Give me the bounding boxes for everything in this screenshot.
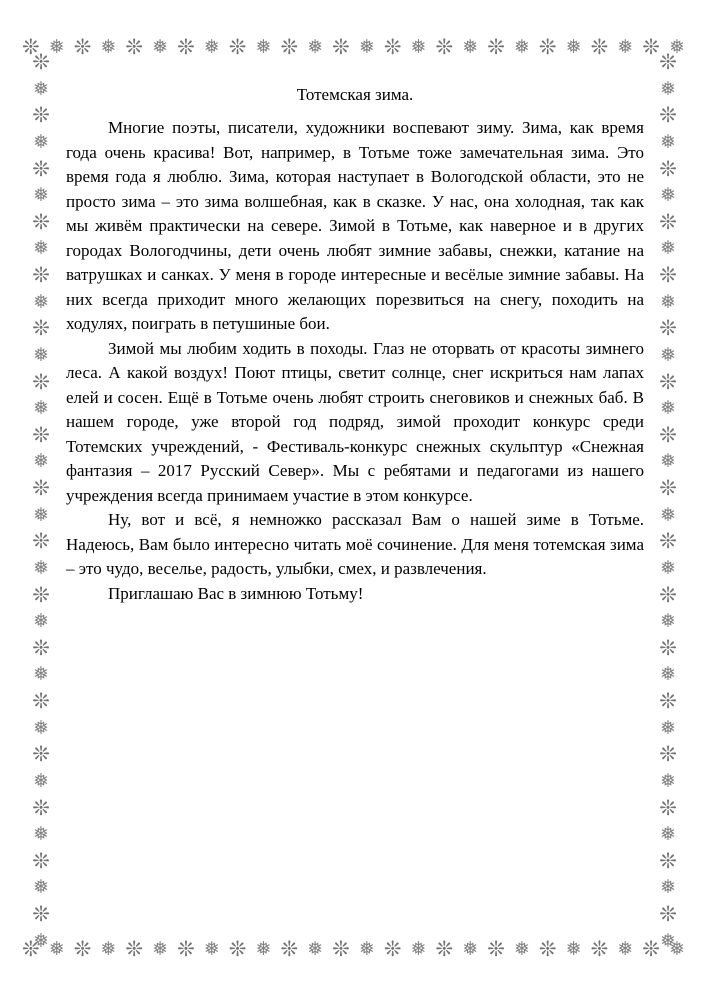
snowflake-icon: ❅ [48,938,65,960]
snowflake-icon: ❊ [659,369,677,394]
snowflake-icon: ❅ [660,451,676,473]
snowflake-icon: ❅ [660,291,676,313]
snowflake-icon: ❅ [660,344,676,366]
snowflake-icon: ❅ [33,344,49,366]
snowflake-icon: ❊ [659,476,677,500]
snowflake-icon: ❊ [659,209,677,234]
snowflake-icon: ❊ [125,936,143,961]
snowflake-icon: ❊ [659,848,677,873]
snowflake-icon: ❅ [660,185,676,207]
snowflake-icon: ❅ [410,36,427,58]
snowflake-icon: ❊ [659,795,677,820]
snowflake-icon: ❊ [32,582,50,607]
snowflake-icon: ❊ [659,50,677,74]
snowflake-icon: ❊ [590,936,609,961]
snowflake-icon: ❅ [565,36,582,58]
snowflake-icon: ❅ [668,36,685,58]
snowflake-icon: ❊ [177,34,195,59]
snowflake-icon: ❊ [32,529,50,554]
snowflake-icon: ❊ [642,34,660,59]
snowflake-icon: ❊ [659,316,677,341]
paragraph-1: Многие поэты, писатели, художники воспевают зиму. Зима, как время года очень красива! Вот, например, в Тотьме тоже замечательная зима. Это время года я люблю. Зима, которая наступает в Вологодской области, это не просто зима – это зима волшебная, как в сказке. У нас, она холодная, так как мы живём практически на севере. Зимой в Тотьме, как наверное и в других городах Вологодчины, дети очень любят зимние забавы, снежки, катание на ватрушках и санках. У меня в городе интересные и весёлые зимние забавы. На них всегда приходит много желающих порезвиться на снегу, походить на ходулях, поиграть в петушиные бои. [66,118,644,333]
snowflake-icon: ❅ [33,824,49,846]
snowflake-icon: ❅ [565,938,582,960]
snowflake-icon: ❅ [33,557,49,579]
snowflake-icon: ❊ [32,316,50,341]
snowflake-icon: ❅ [203,36,220,58]
snowflake-icon: ❅ [33,78,49,100]
snowflake-icon: ❊ [73,936,92,961]
snowflake-icon: ❊ [383,936,402,961]
paragraph-3: Ну, вот и всё, я немножко рассказал Вам о нашей зиме в Тотьме. Надеюсь, Вам было интересно читать моё сочинение. Для меня тотемская зима – это чудо, веселье, радость, улыбки, смех, и развлечения. [66,510,644,578]
snowflake-icon: ❊ [32,848,50,873]
snowflake-icon: ❊ [177,936,195,961]
snowflake-icon: ❅ [660,238,676,260]
snowflake-icon: ❅ [33,611,49,633]
snowflake-icon: ❅ [33,451,49,473]
snowflake-icon: ❊ [659,582,677,607]
snowflake-icon: ❊ [73,34,92,59]
snowflake-icon: ❅ [513,938,530,960]
page-title: Тотемская зима. [296,85,414,104]
snowflake-icon: ❊ [659,902,677,926]
snowflake-icon: ❊ [32,209,50,234]
snowflake-icon: ❊ [435,34,454,59]
snowflake-icon: ❅ [33,770,49,792]
snowflake-icon: ❊ [32,902,50,926]
snowflake-icon: ❊ [280,34,299,59]
snowflake-icon: ❅ [660,824,676,846]
snowflake-icon: ❊ [659,529,677,554]
snowflake-icon: ❊ [487,936,505,961]
snowflake-icon: ❊ [659,635,677,660]
snowflake-icon: ❅ [100,938,117,960]
snowflake-icon: ❅ [33,131,49,153]
snowflake-icon: ❅ [617,36,634,58]
snowflake-icon: ❅ [152,36,168,58]
snowflake-icon: ❊ [642,936,660,961]
snowflake-icon: ❊ [659,156,677,181]
snowflake-icon: ❊ [228,936,247,961]
snowflake-icon: ❊ [32,635,50,660]
snowflake-icon: ❊ [659,689,677,713]
snowflake-icon: ❊ [32,476,50,500]
snowflake-icon: ❊ [332,34,350,59]
snowflake-icon: ❊ [22,34,40,59]
snowflake-icon: ❊ [32,742,50,767]
snowflake-icon: ❅ [33,664,49,686]
snowflake-icon: ❊ [280,936,299,961]
snowflake-icon: ❅ [307,938,324,960]
snowflake-icon: ❅ [617,938,634,960]
snowflake-icon: ❅ [660,717,676,739]
paragraph-2: Зимой мы любим ходить в походы. Глаз не оторвать от красоты зимнего леса. А какой воздух! Поют птицы, светит солнце, снег искриться нам лапах елей и сосен. Ещё в Тотьме очень любят строить снеговиков и снежных баб. В нашем городе, уже второй год подряд, зимой проходит конкурс среди Тотемских учреждений, - Фестиваль-конкурс снежных скульптур «Снежная фантазия – 2017 Русский Север». Мы с ребятами и педагогами из нашего учреждения всегда принимаем участие в этом конкурсе. [66,338,644,505]
snowflake-icon: ❊ [32,50,50,74]
snowflake-icon: ❅ [100,36,117,58]
snowflake-icon: ❅ [660,78,676,100]
snowflake-icon: ❊ [32,422,50,447]
snowflake-icon: ❅ [33,291,49,313]
snowflake-icon: ❅ [462,36,479,58]
snowflake-icon: ❅ [255,36,272,58]
snowflake-icon: ❊ [22,936,40,961]
snowflake-icon: ❊ [487,34,505,59]
snowflake-icon: ❅ [358,36,375,58]
snowflake-icon: ❊ [332,936,350,961]
snowflake-icon: ❅ [410,938,427,960]
snowflake-icon: ❅ [48,36,65,58]
snowflake-icon: ❊ [125,34,143,59]
snowflake-icon: ❊ [383,34,402,59]
snowflake-icon: ❊ [538,936,557,961]
snowflake-icon: ❊ [659,263,677,287]
snowflake-icon: ❅ [33,185,49,207]
border-bottom [22,932,685,966]
snowflake-icon: ❊ [32,689,50,713]
snowflake-icon: ❅ [660,930,676,952]
snowflake-icon: ❅ [660,557,676,579]
snowflake-icon: ❊ [228,34,247,59]
snowflake-icon: ❊ [32,263,50,287]
snowflake-icon: ❊ [32,369,50,394]
border-top [22,30,685,64]
snowflake-icon: ❊ [538,34,557,59]
snowflake-icon: ❅ [358,938,375,960]
snowflake-icon: ❅ [33,877,49,899]
document-body [66,84,644,606]
snowflake-icon: ❅ [152,938,168,960]
snowflake-icon: ❅ [660,877,676,899]
snowflake-icon: ❅ [660,611,676,633]
snowflake-icon: ❊ [659,422,677,447]
snowflake-icon: ❊ [435,936,454,961]
snowflake-icon: ❅ [660,770,676,792]
snowflake-icon: ❅ [33,930,49,952]
snowflake-icon: ❅ [660,664,676,686]
snowflake-icon: ❊ [659,742,677,767]
snowflake-icon: ❅ [33,398,49,420]
snowflake-icon: ❅ [33,717,49,739]
snowflake-icon: ❅ [307,36,324,58]
snowflake-icon: ❅ [255,938,272,960]
snowflake-icon: ❅ [660,398,676,420]
snowflake-icon: ❊ [32,156,50,181]
snowflake-icon: ❅ [462,938,479,960]
snowflake-icon: ❊ [32,103,50,128]
snowflake-icon: ❅ [203,938,220,960]
snowflake-icon: ❅ [668,938,685,960]
snowflake-icon: ❊ [590,34,609,59]
snowflake-icon: ❅ [513,36,530,58]
snowflake-icon: ❊ [659,103,677,128]
snowflake-icon: ❊ [32,795,50,820]
border-left [24,52,58,952]
snowflake-icon: ❅ [660,504,676,526]
paragraph-4: Приглашаю Вас в зимнюю Тотьму! [108,583,364,603]
snowflake-icon: ❅ [33,504,49,526]
snowflake-icon: ❅ [33,238,49,260]
border-right [651,52,685,952]
snowflake-icon: ❅ [660,131,676,153]
